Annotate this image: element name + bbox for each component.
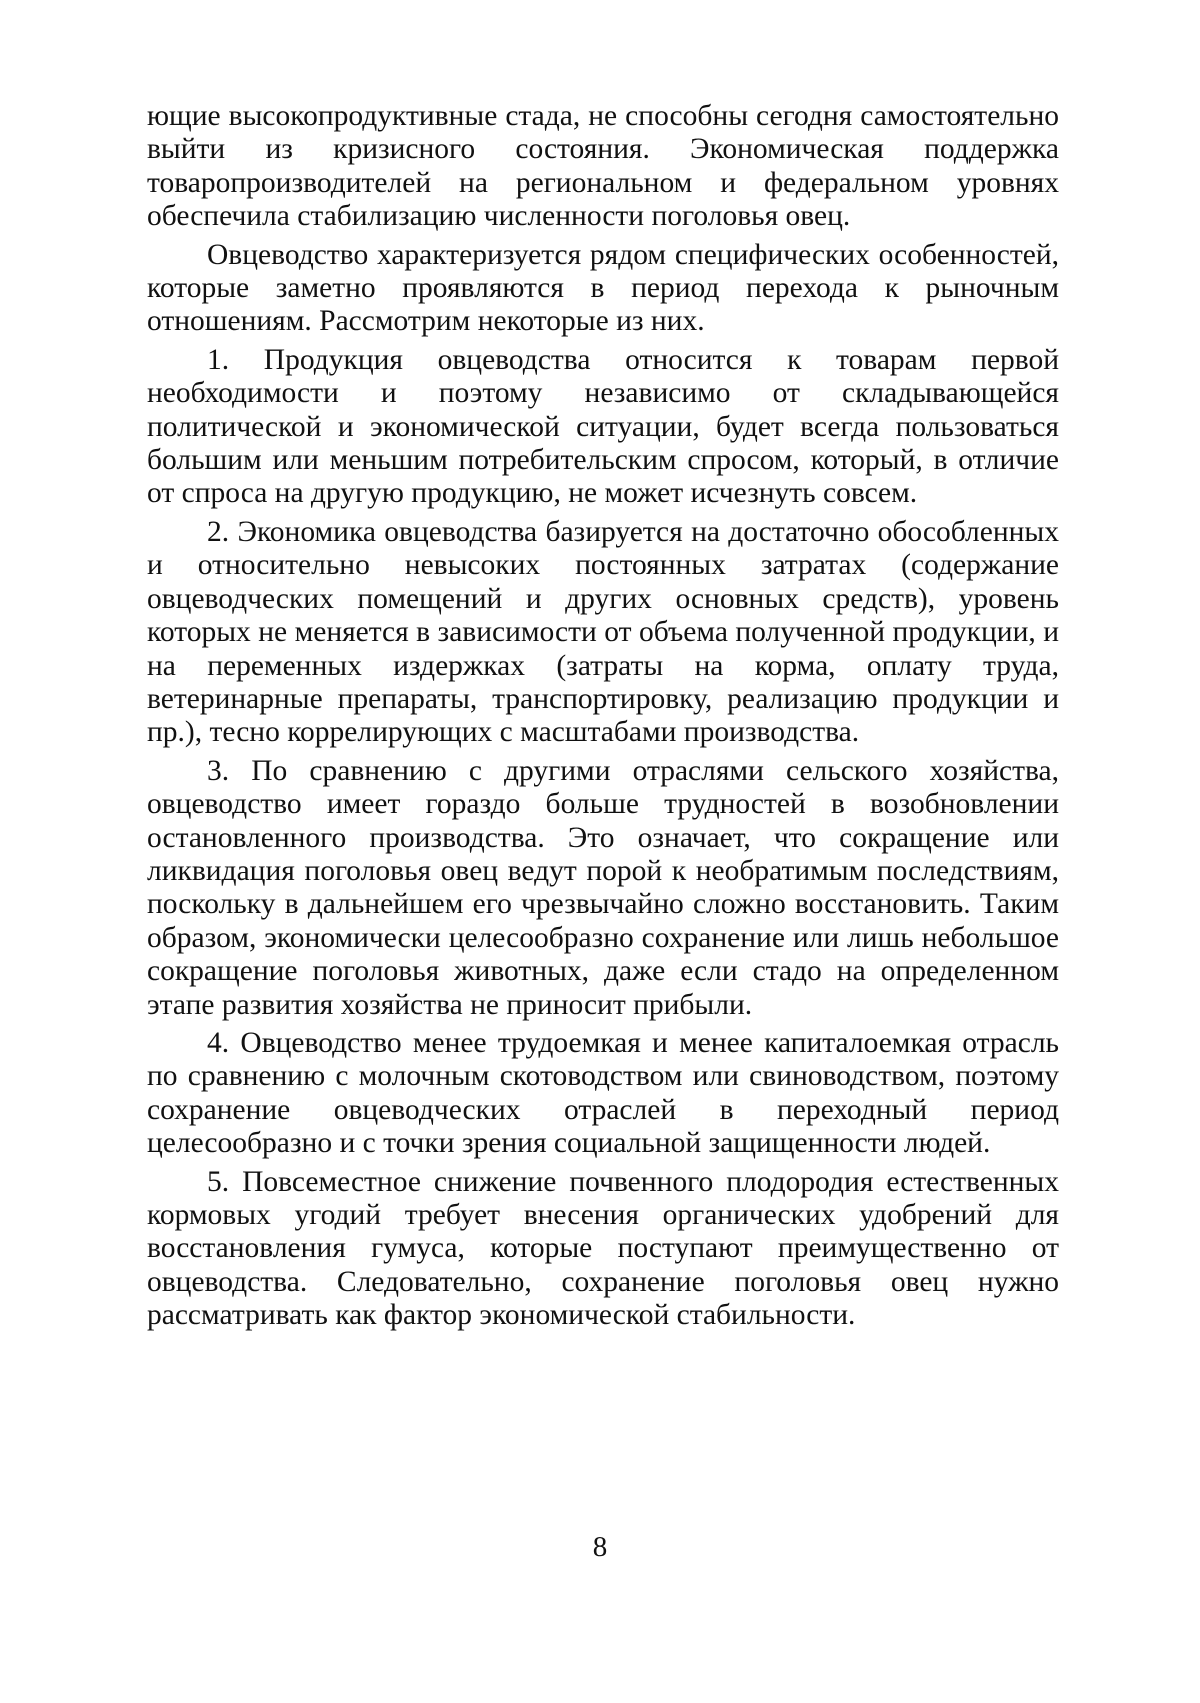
- page-number: 8: [592, 1531, 608, 1563]
- paragraph-intro: Овцеводство характеризуется рядом специфических особенностей, которые заметно проявляются в период перехода к рыночным отношениям. Рассмотрим некоторые из них.: [147, 238, 1059, 338]
- body-text: [147, 100, 1059, 1338]
- paragraph-point-4: 4. Овцеводство менее трудоемкая и менее капиталоемкая отрасль по сравнению с молочным скотоводством или свиноводством, поэтому сохранение овцеводческих отраслей в переходный период целесообразно и с точки зрения социальной защищенности людей.: [147, 1026, 1059, 1160]
- paragraph-continuation: ющие высокопродуктивные стада, не способны сегодня самостоятельно выйти из кризисного состояния. Экономическая поддержка товаропроизводителей на региональном и федеральном уровнях обеспечила стабилизацию численности поголовья овец.: [147, 100, 1059, 233]
- paragraph-point-2: 2. Экономика овцеводства базируется на достаточно обособленных и относительно невысоких постоянных затратах (содержание овцеводческих помещений и других основных средств), уровень которых не меняется в зависимости от объема полученной продукции, и на переменных издержках (затраты на корма, оплату труда, ветеринарные препараты, транспортировку, реализацию продукции и пр.), тесно коррелирующих с масштабами производства.: [147, 515, 1059, 749]
- paragraph-point-1: 1. Продукция овцеводства относится к товарам первой необходимости и поэтому независимо от складывающейся политической и экономической ситуации, будет всегда пользоваться большим или меньшим потребительским спросом, который, в отличие от спроса на другую продукцию, не может исчезнуть совсем.: [147, 343, 1059, 510]
- paragraph-point-5: 5. Повсеместное снижение почвенного плодородия естественных кормовых угодий требует внесения органических удобрений для восстановления гумуса, которые поступают преимущественно от овцеводства. Следовательно, сохранение поголовья овец нужно рассматривать как фактор экономической стабильности.: [147, 1165, 1059, 1332]
- paragraph-point-3: 3. По сравнению с другими отраслями сельского хозяйства, овцеводство имеет гораздо больше трудностей в возобновлении остановленного производства. Это означает, что сокращение или ликвидация поголовья овец ведут порой к необратимым последствиям, поскольку в дальнейшем его чрезвычайно сложно восстановить. Таким образом, экономически целесообразно сохранение или лишь небольшое сокращение поголовья животных, даже если стадо на определенном этапе развития хозяйства не приносит прибыли.: [147, 754, 1059, 1021]
